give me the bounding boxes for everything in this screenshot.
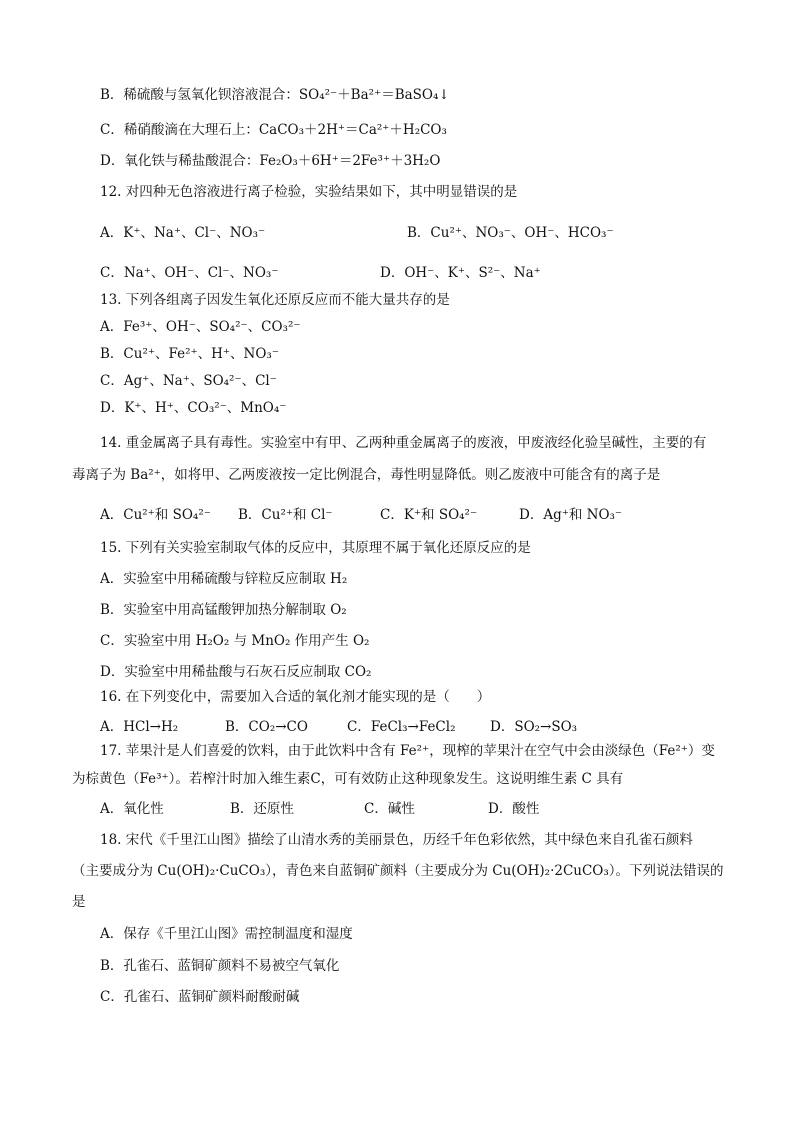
q12-option-d: D．OH⁻、K⁺、S²⁻、Na⁺ xyxy=(380,265,541,281)
q16-option-a: A．HCl→H₂ xyxy=(100,719,179,735)
question-12: 12. 对四种无色溶液进行离子检验，实验结果如下，其中明显错误的是 xyxy=(100,184,518,200)
q11-option-c: C．稀硝酸滴在大理石上：CaCO₃＋2H⁺＝Ca²⁺＋H₂CO₃ xyxy=(100,122,447,138)
q14-option-c: C．K⁺和 SO₄²⁻ xyxy=(380,507,478,523)
q14-option-b: B．Cu²⁺和 Cl⁻ xyxy=(238,507,333,523)
q16-option-d: D．SO₂→SO₃ xyxy=(490,719,578,735)
q16-option-b: B．CO₂→CO xyxy=(225,719,308,735)
q13-option-d: D．K⁺、H⁺、CO₃²⁻、MnO₄⁻ xyxy=(100,400,287,416)
question-13: 13. 下列各组离子因发生氧化还原反应而不能大量共存的是 xyxy=(100,292,450,308)
q13-option-a: A．Fe³⁺、OH⁻、SO₄²⁻、CO₃²⁻ xyxy=(100,319,301,335)
q15-option-b: B．实验室中用高锰酸钾加热分解制取 O₂ xyxy=(100,602,347,618)
q14-option-a: A．Cu²⁺和 SO₄²⁻ xyxy=(100,507,211,523)
q16-option-c: C．FeCl₃→FeCl₂ xyxy=(347,719,456,735)
q15-option-d: D．实验室中用稀盐酸与石灰石反应制取 CO₂ xyxy=(100,664,372,680)
q15-option-a: A．实验室中用稀硫酸与锌粒反应制取 H₂ xyxy=(100,571,348,587)
q12-option-a: A．K⁺、Na⁺、Cl⁻、NO₃⁻ xyxy=(100,225,266,241)
question-16: 16. 在下列变化中，需要加入合适的氧化剂才能实现的是（ ） xyxy=(100,689,491,705)
question-17-line2: 为棕黄色（Fe³⁺）。若榨汁时加入维生素C，可有效防止这种现象发生。这说明维生素 C 具有 xyxy=(72,771,624,787)
q18-option-a: A．保存《千里江山图》需控制温度和湿度 xyxy=(100,926,353,942)
q18-option-b: B．孔雀石、蓝铜矿颜料不易被空气氧化 xyxy=(100,958,340,974)
q17-option-a: A．氧化性 xyxy=(100,801,164,817)
question-18-line3: 是 xyxy=(72,894,86,910)
q14-option-d: D．Ag⁺和 NO₃⁻ xyxy=(519,507,623,523)
q12-option-c: C．Na⁺、OH⁻、Cl⁻、NO₃⁻ xyxy=(100,265,279,281)
q11-option-b: B．稀硫酸与氢氧化钡溶液混合：SO₄²⁻＋Ba²⁺＝BaSO₄↓ xyxy=(100,87,450,103)
q13-option-b: B．Cu²⁺、Fe²⁺、H⁺、NO₃⁻ xyxy=(100,346,279,362)
q13-option-c: C．Ag⁺、Na⁺、SO₄²⁻、Cl⁻ xyxy=(100,373,277,389)
q17-option-d: D．酸性 xyxy=(488,801,540,817)
q17-option-c: C．碱性 xyxy=(364,801,415,817)
question-15: 15. 下列有关实验室制取气体的反应中，其原理不属于氧化还原反应的是 xyxy=(100,540,531,556)
q17-option-b: B．还原性 xyxy=(230,801,294,817)
question-14-line1: 14. 重金属离子具有毒性。实验室中有甲、乙两种重金属离子的废液，甲废液经化验呈碱性，主要的有 xyxy=(100,435,707,451)
question-17-line1: 17. 苹果汁是人们喜爱的饮料，由于此饮料中含有 Fe²⁺，现榨的苹果汁在空气中会由淡绿色（Fe²⁺）变 xyxy=(100,743,715,759)
q11-option-d: D．氧化铁与稀盐酸混合：Fe₂O₃＋6H⁺＝2Fe³⁺＋3H₂O xyxy=(100,153,441,169)
q18-option-c: C．孔雀石、蓝铜矿颜料耐酸耐碱 xyxy=(100,989,300,1005)
question-18-line1: 18. 宋代《千里江山图》描绘了山清水秀的美丽景色，历经千年色彩依然，其中绿色来自孔雀石颜料 xyxy=(100,832,693,848)
question-18-line2: （主要成分为 Cu(OH)₂·CuCO₃），青色来自蓝铜矿颜料（主要成分为 Cu(OH)₂·2CuCO₃）。下列说法错误的 xyxy=(72,863,724,879)
q15-option-c: C．实验室中用 H₂O₂ 与 MnO₂ 作用产生 O₂ xyxy=(100,633,370,649)
question-14-line2: 毒离子为 Ba²⁺，如将甲、乙两废液按一定比例混合，毒性明显降低。则乙废液中可能含有的离子是 xyxy=(72,467,661,483)
q12-option-b: B．Cu²⁺、NO₃⁻、OH⁻、HCO₃⁻ xyxy=(407,225,614,241)
